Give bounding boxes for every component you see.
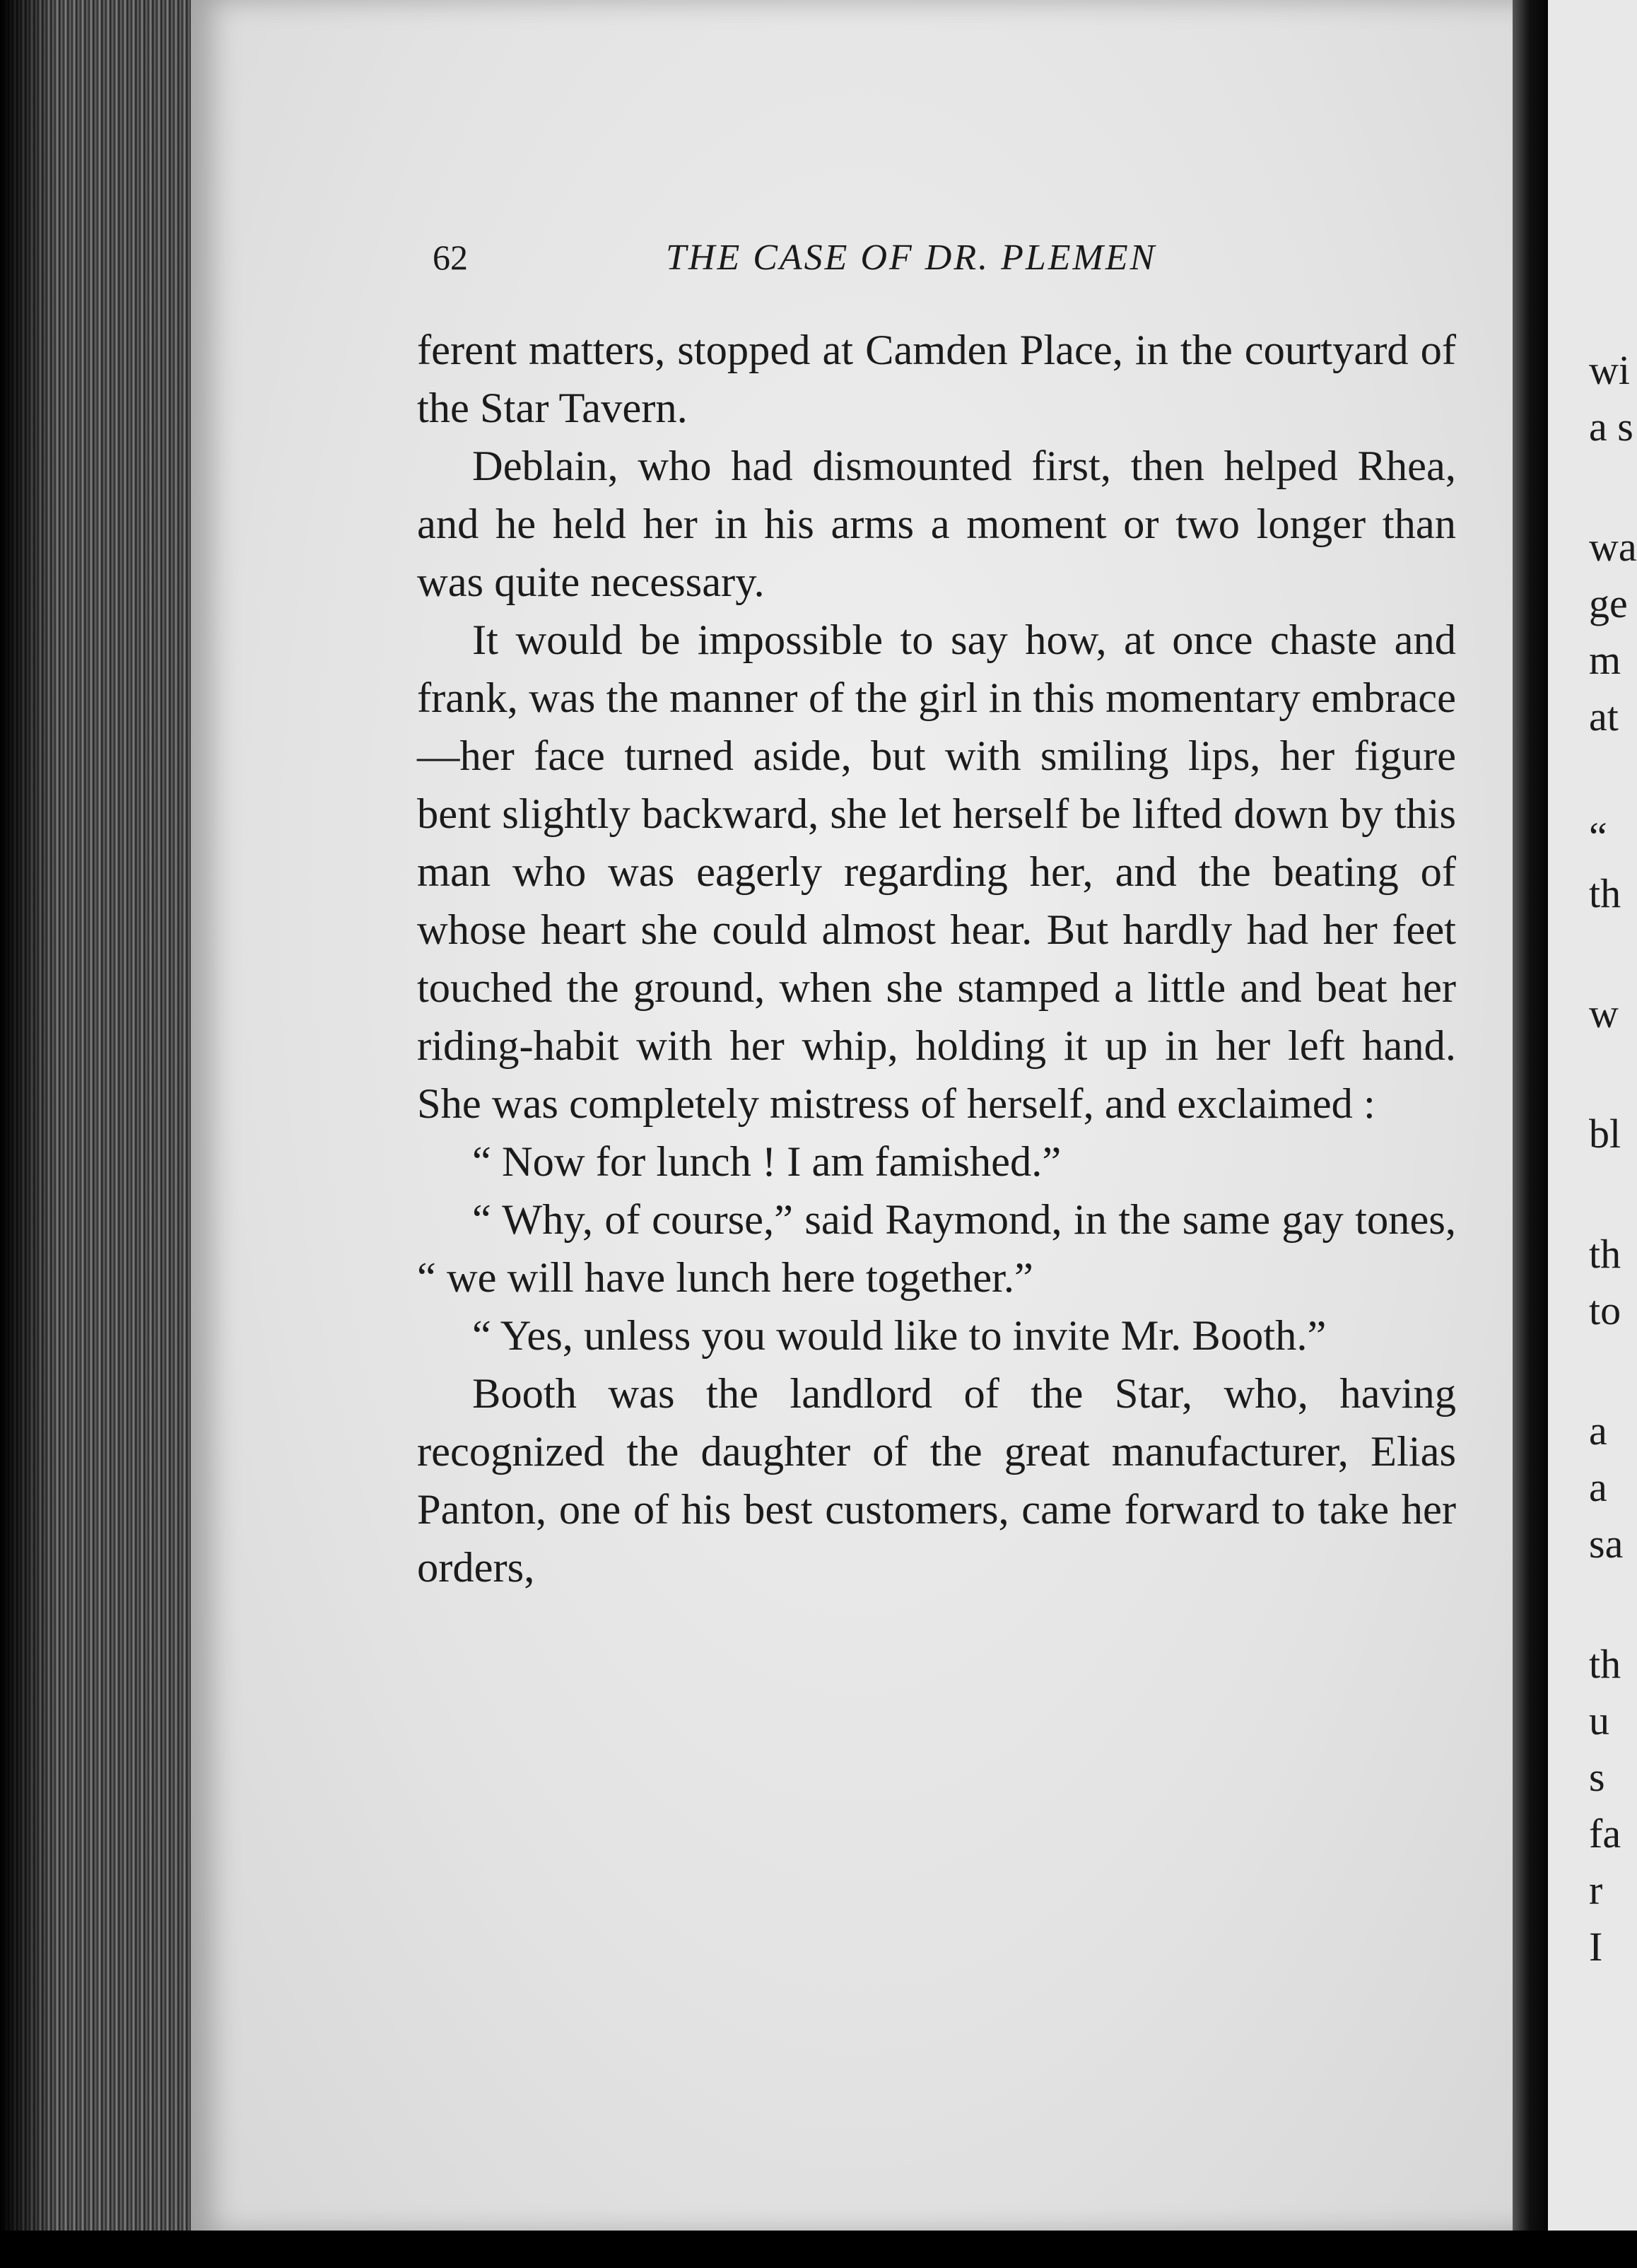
facing-fragment: r	[1589, 1867, 1603, 1913]
facing-fragment: “	[1589, 814, 1607, 860]
paragraph: “ Yes, unless you would like to invite Mr. Booth.”	[472, 1312, 1327, 1360]
paragraph: Booth was the landlord of the Star, who, having recognized the daughter of the great manufacturer, Elias Panton, one of his best customers, came forward to take her orders,	[417, 1370, 1456, 1591]
paragraph: “ Now for lunch ! I am famished.”	[472, 1138, 1062, 1186]
facing-fragment: fa	[1589, 1811, 1621, 1857]
facing-fragment: th	[1589, 1231, 1621, 1277]
page-number: 62	[433, 238, 468, 277]
paragraph: It would be impossible to say how, at once chaste and frank, was the manner of the girl in this momentary embrace—her face turned aside, but with smiling lips, her figure bent slightly backward, she let herself be lifted down by this man who was eagerly regarding her, and the beating of whose heart she could almost hear. But hardly had her feet touched the ground, when she stamped a little and beat her riding-habit with her whip, holding it up in her left hand. She was completely mistress of herself, and exclaimed :	[417, 616, 1456, 1128]
facing-fragment: at	[1589, 694, 1619, 740]
paragraph: ferent matters, stopped at Camden Place, in the courtyard of the Star Tavern.	[417, 327, 1456, 432]
page-edges	[0, 0, 212, 2268]
paragraph: Deblain, who had dismounted first, then helped Rhea, and he held her in his arms a moment or two longer than was quite necessary.	[417, 443, 1456, 606]
facing-fragment: u	[1589, 1697, 1609, 1743]
scan-border	[0, 2231, 1637, 2268]
facing-fragment: a s	[1589, 404, 1633, 450]
facing-fragment: m	[1589, 637, 1621, 683]
facing-page-text	[1548, 0, 1637, 2268]
facing-page	[1548, 0, 1637, 2268]
facing-fragment: s	[1589, 1754, 1605, 1800]
facing-fragment: to	[1589, 1287, 1621, 1333]
facing-fragment: th	[1589, 870, 1621, 916]
paragraph: “ Why, of course,” said Raymond, in the same gay tones, “ we will have lunch here together.”	[417, 1196, 1456, 1302]
facing-fragment: sa	[1589, 1521, 1624, 1567]
facing-fragment: a	[1589, 1408, 1607, 1454]
facing-fragment: wi	[1589, 347, 1630, 393]
facing-fragment: a	[1589, 1464, 1607, 1510]
body-text	[417, 322, 1456, 1597]
running-head: THE CASE OF DR. PLEMEN	[666, 238, 1157, 278]
facing-fragment: bl	[1589, 1111, 1621, 1157]
facing-fragment: w	[1589, 990, 1619, 1036]
facing-fragment: th	[1589, 1641, 1621, 1687]
facing-fragment: wa	[1589, 524, 1637, 570]
facing-fragment: I	[1589, 1924, 1603, 1970]
facing-fragment: ge	[1589, 580, 1628, 626]
page-header	[433, 237, 1450, 293]
